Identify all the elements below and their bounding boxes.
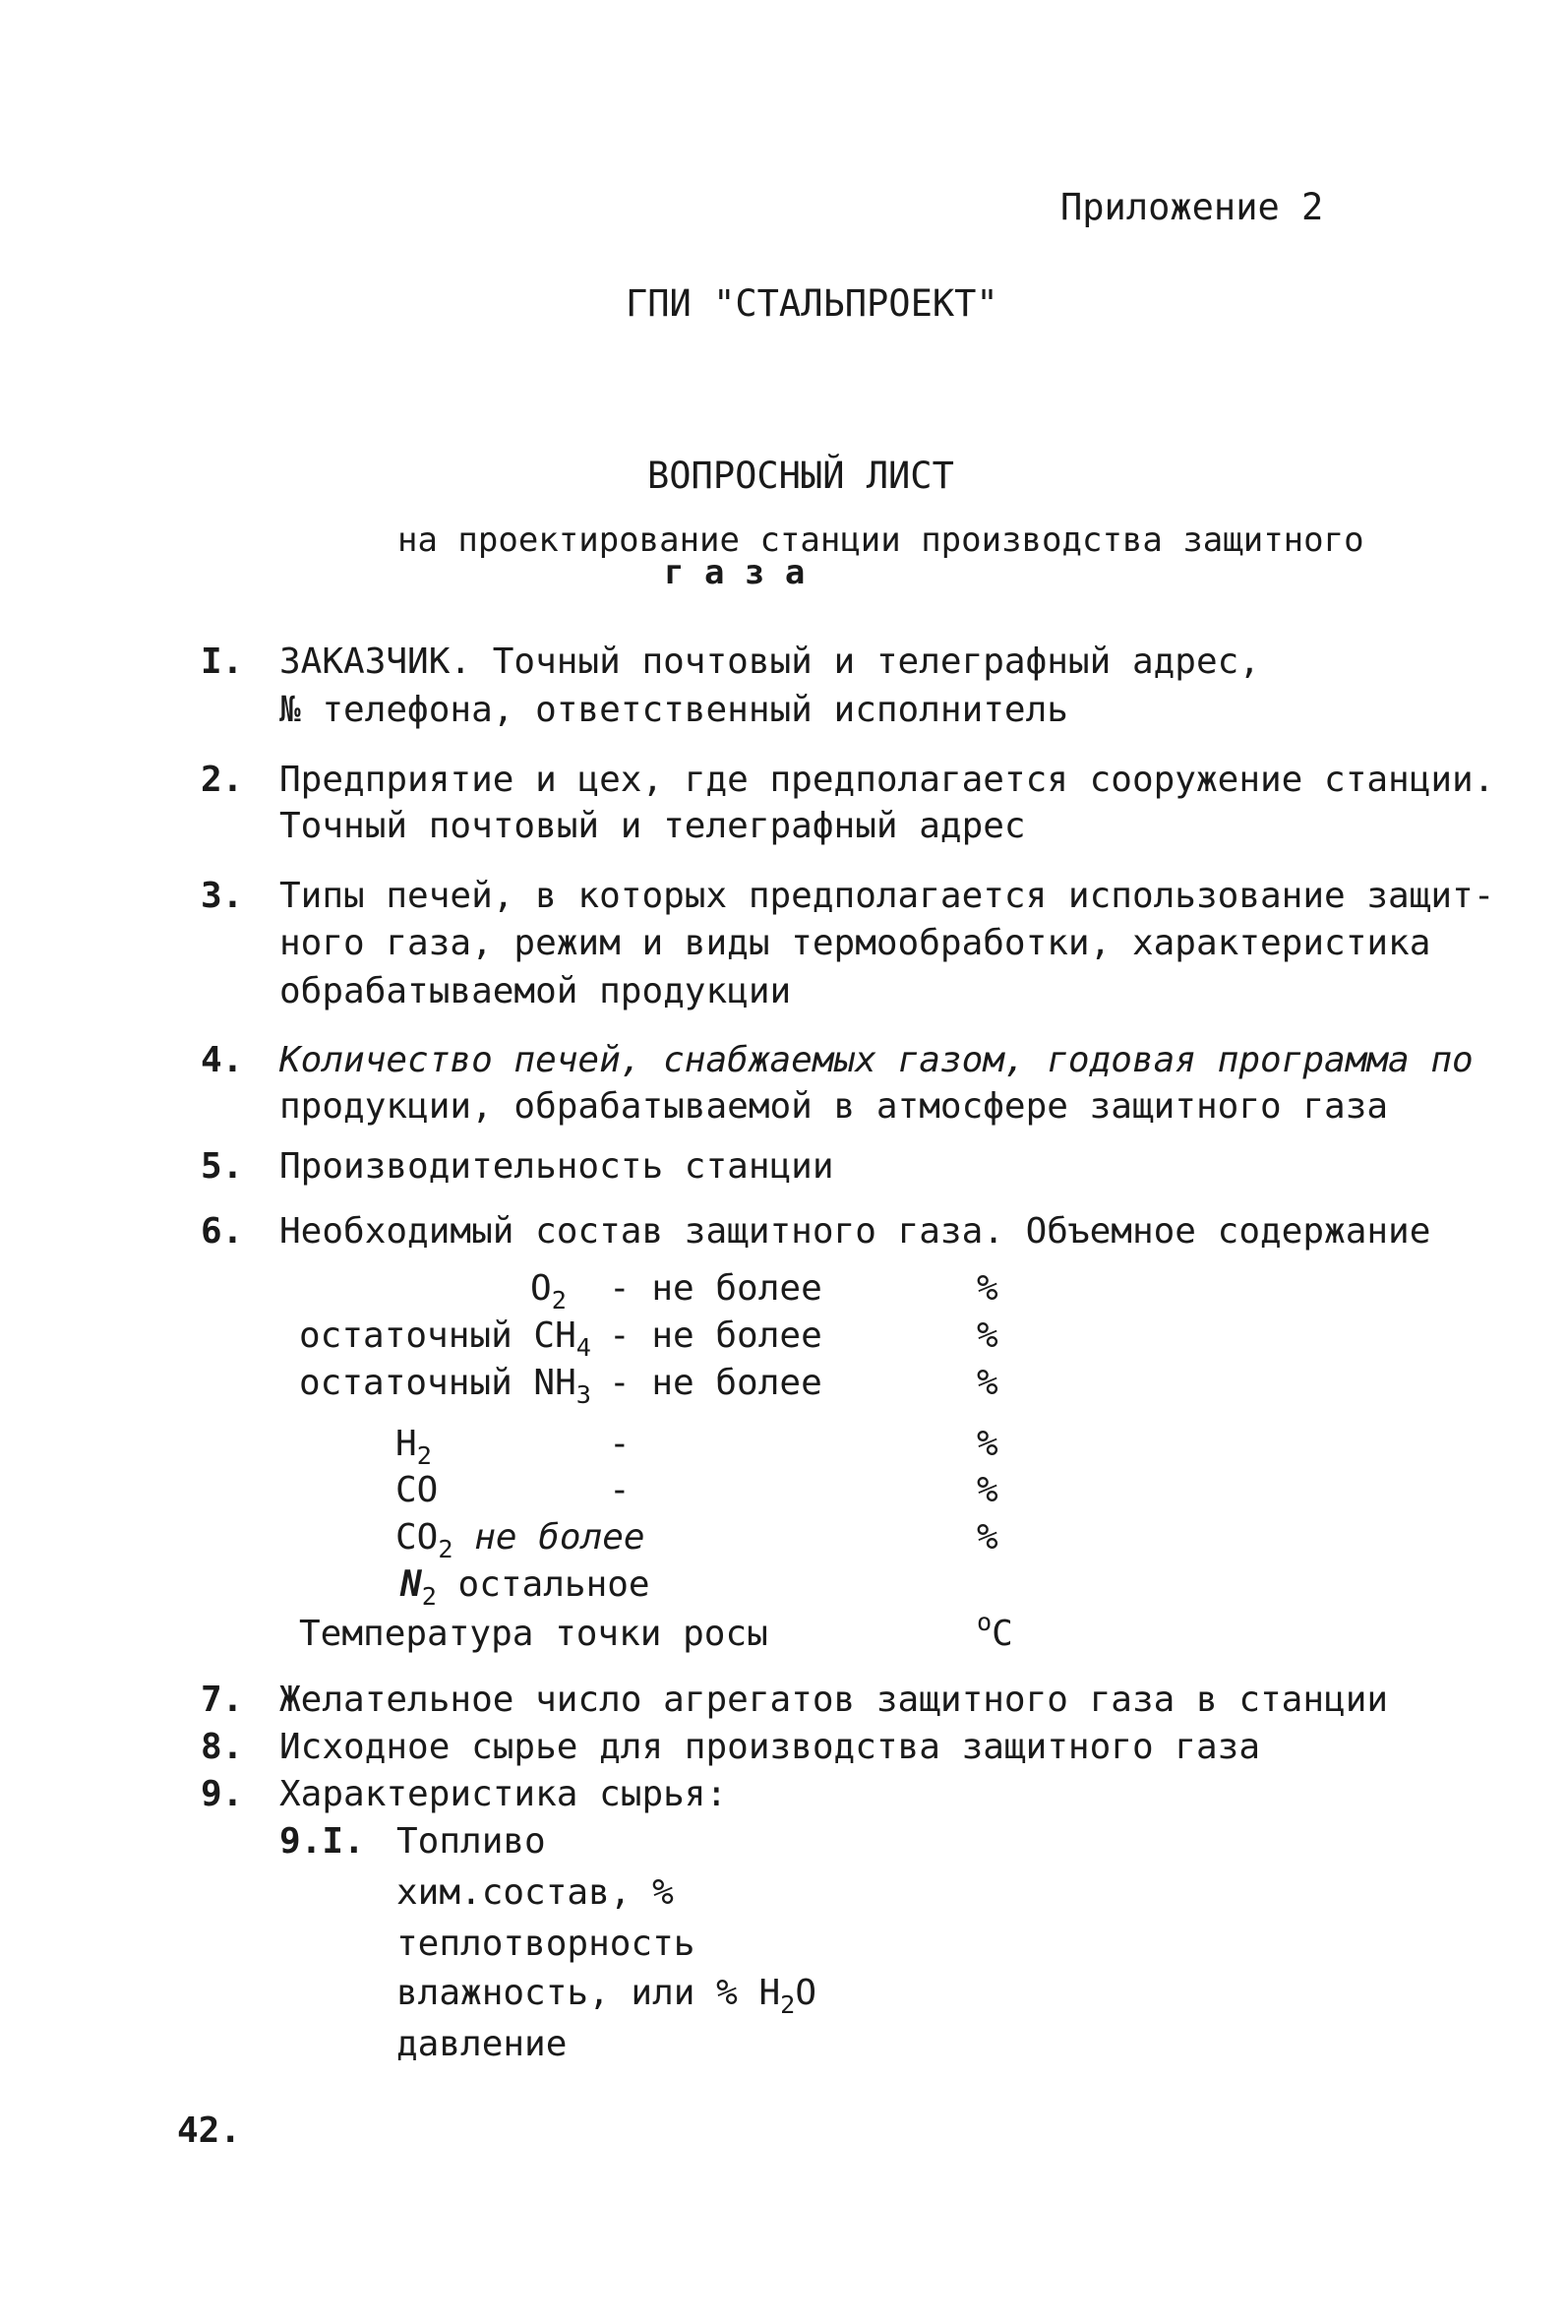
fuel-title: Топливо <box>396 1821 546 1862</box>
appendix-label: Приложение 2 <box>1060 186 1324 228</box>
fuel-humidity: влажность, или % $H_2O$ <box>396 1973 817 2019</box>
item-2-line2: Точный почтовый и телеграфный адрес <box>279 806 1026 846</box>
item-4-line2: продукции, обрабатываемой в атмосфере защитного газа <box>279 1086 1389 1127</box>
component-co2: $CO_2$ не более <box>395 1517 645 1563</box>
item-3-line3: обрабатываемой продукции <box>279 971 792 1011</box>
item-number-3: 3. <box>201 876 244 916</box>
component-o2: $O_2$ <box>530 1268 567 1315</box>
component-ch4: остаточный $CH_4$ <box>299 1315 591 1362</box>
item-number-1: I. <box>201 642 244 682</box>
page-subtitle-line1: на проектирование станции производства защитного <box>397 520 1364 560</box>
item-7-line1: Желательное число агрегатов защитного газа в станции <box>279 1680 1389 1720</box>
component-co: CO <box>395 1470 439 1510</box>
item-3-line1: Типы печей, в которых предполагается использование защит- <box>279 876 1495 916</box>
item-5-line1: Производительность станции <box>279 1146 834 1187</box>
item-9-line1: Характеристика сырья: <box>279 1774 728 1814</box>
page-number: 42. <box>177 2110 242 2151</box>
component-h2-unit: % <box>977 1424 998 1464</box>
component-co-condition: - <box>609 1470 631 1510</box>
fuel-chem-composition: хим.состав, % <box>396 1872 674 1913</box>
component-o2-unit: % <box>977 1268 998 1309</box>
component-h2: $H_2$ <box>395 1424 432 1470</box>
component-ch4-unit: % <box>977 1315 998 1356</box>
page-subtitle-line2: г а з а <box>664 553 806 592</box>
item-1-line2: № телефона, ответственный исполнитель <box>279 690 1068 730</box>
component-nh3: остаточный $NH_3$ <box>299 1363 591 1409</box>
fuel-pressure: давление <box>396 2024 568 2064</box>
component-nh3-condition: - не более <box>609 1363 822 1403</box>
component-o2-condition: - не более <box>609 1268 822 1309</box>
item-number-7: 7. <box>201 1680 244 1720</box>
institute-name: ГПИ "СТАЛЬПРОЕКТ" <box>626 282 998 325</box>
item-4-line1: Количество печей, снабжаемых газом, годовая программа по <box>279 1040 1474 1080</box>
subitem-number-9-1: 9.I. <box>279 1821 365 1862</box>
item-number-4: 4. <box>201 1040 244 1080</box>
item-8-line1: Исходное сырье для производства защитного газа <box>279 1727 1260 1767</box>
fuel-heat-value: теплотворность <box>396 1924 695 1964</box>
component-n2: $N_2$ остальное <box>400 1564 650 1611</box>
item-number-2: 2. <box>201 760 244 800</box>
component-co2-unit: % <box>977 1517 998 1558</box>
component-ch4-condition: - не более <box>609 1315 822 1356</box>
component-h2-condition: - <box>609 1424 631 1464</box>
item-number-6: 6. <box>201 1211 244 1252</box>
component-nh3-unit: % <box>977 1363 998 1403</box>
item-number-9: 9. <box>201 1774 244 1814</box>
dew-point-label: Температура точки росы <box>299 1614 768 1654</box>
page-title: ВОПРОСНЫЙ ЛИСТ <box>647 455 954 497</box>
item-number-8: 8. <box>201 1727 244 1767</box>
item-1-line1: ЗАКАЗЧИК. Точный почтовый и телеграфный адрес, <box>279 642 1260 682</box>
item-2-line1: Предприятие и цех, где предполагается сооружение станции. <box>279 760 1495 800</box>
item-number-5: 5. <box>201 1146 244 1187</box>
dew-point-unit: $^o$C <box>977 1607 1013 1654</box>
item-6-line1: Необходимый состав защитного газа. Объемное содержание <box>279 1211 1431 1252</box>
item-3-line2: ного газа, режим и виды термообработки, характеристика <box>279 923 1431 963</box>
component-co-unit: % <box>977 1470 998 1510</box>
